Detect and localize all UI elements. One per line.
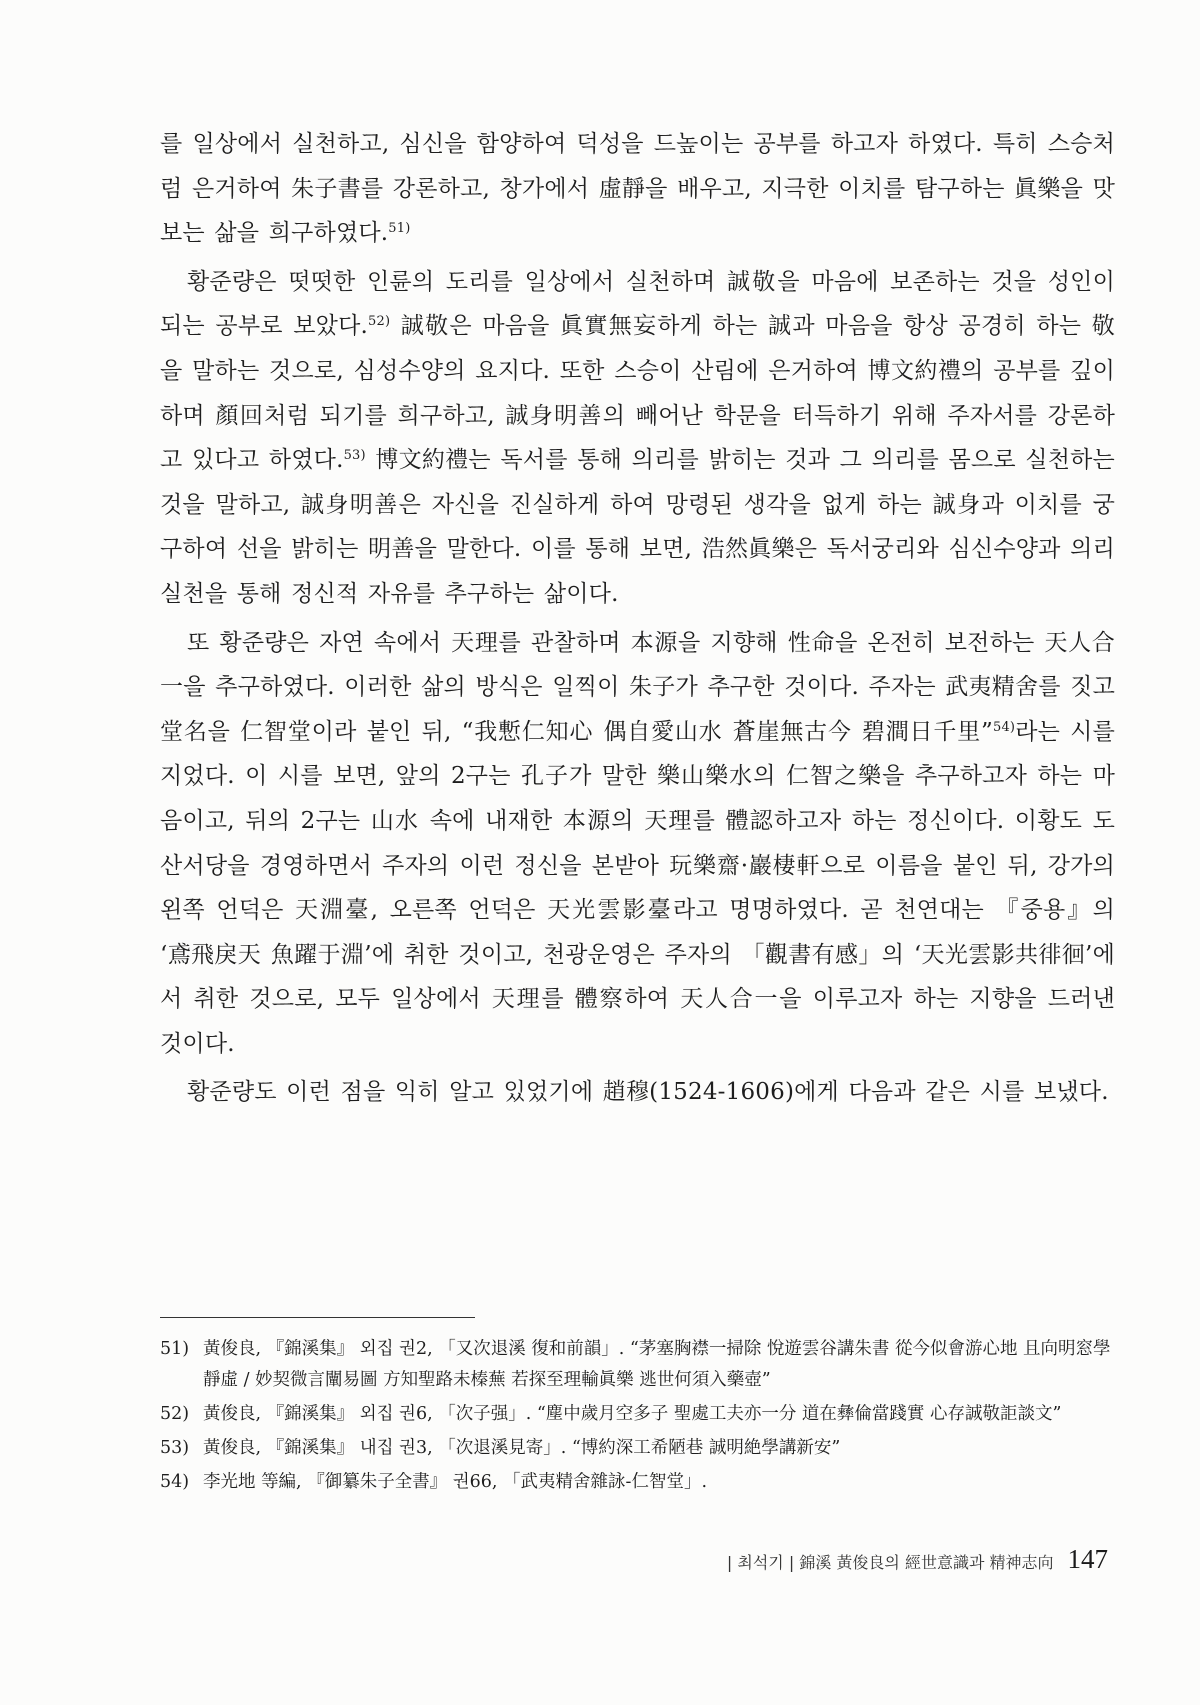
paragraph-1 — [160, 122, 1115, 256]
paragraph-3-text-b: 라는 시를 지었다. 이 시를 보면, 앞의 2구는 孔子가 말한 樂山樂水의 仁智之樂을 추구하고자 하는 마음이고, 뒤의 2구는 山水 속에 내재한 本源의 天理를 體認하고자 하는 정신이다. 이황도 도산서당을 경영하면서 주자의 이런 정신을 본받아 玩樂齋·巖棲軒으로 이름을 붙인 뒤, 강가의 왼쪽 언덕은 天淵臺, 오른쪽 언덕은 天光雲影臺라고 명명하였다. 곧 천연대는 『중용』의 ‘鳶飛戾天 魚躍于淵’에 취한 것이고, 천광운영은 주자의 「觀書有感」의 ‘天光雲影共徘徊’에서 취한 것으로, 모두 일상에서 天理를 體察하여 天人合一을 이루고자 하는 지향을 드러낸 것이다. — [160, 718, 1116, 1057]
footnote-number: 54) — [160, 1472, 190, 1492]
paragraph-2-text-a: 황준량은 떳떳한 인륜의 도리를 일상에서 실천하며 誠敬을 마음에 보존하는 것을 성인이 되는 공부로 보았다. — [160, 268, 1115, 340]
footnote-51 — [160, 1334, 1115, 1396]
footnote-number: 51) — [160, 1339, 190, 1359]
paragraph-4-text: 황준량도 이런 점을 익히 알고 있었기에 趙穆(1524-1606)에게 다음과 같은 시를 보냈다. — [187, 1079, 1109, 1106]
footnote-ref-54[interactable]: 54) — [992, 719, 1016, 735]
footnote-text: 黃俊良, 『錦溪集』 내집 권3, 「次退溪見寄」. “博約深工希陋巷 誠明絶學講新安” — [203, 1438, 841, 1458]
footnote-52 — [160, 1399, 1115, 1430]
footnote-ref-52[interactable]: 52) — [368, 314, 391, 330]
paragraph-2-text-c: 博文約禮는 독서를 통해 의리를 밝히는 것과 그 의리를 몸으로 실천하는 것을 말하고, 誠身明善은 자신을 진실하게 하여 망령된 생각을 없게 하는 誠身과 이치를 궁구하여 선을 밝히는 明善을 말한다. 이를 통해 보면, 浩然眞樂은 독서궁리와 심신수양과 의리실천을 통해 정신적 자유를 추구하는 삶이다. — [160, 447, 1115, 607]
paragraph-1-text: 를 일상에서 실천하고, 심신을 함양하여 덕성을 드높이는 공부를 하고자 하였다. 특히 스승처럼 은거하여 朱子書를 강론하고, 창가에서 虛靜을 배우고, 지극한 이치를 탐구하는 眞樂을 맛보는 삶을 희구하였다. — [160, 131, 1115, 247]
footnote-53 — [160, 1433, 1115, 1464]
footnote-ref-51[interactable]: 51) — [388, 221, 411, 237]
running-head: | 최석기 | 錦溪 黃俊良의 經世意識과 精神志向 — [726, 1553, 1054, 1572]
footnote-54 — [160, 1467, 1115, 1498]
paragraph-2 — [160, 260, 1115, 617]
paragraph-4 — [160, 1070, 1115, 1115]
footnotes — [160, 1334, 1115, 1501]
paragraph-3-text-a: 또 황준량은 자연 속에서 天理를 관찰하며 本源을 지향해 性命을 온전히 보전하는 天人合一을 추구하였다. 이러한 삶의 방식은 일찍이 朱子가 추구한 것이다. 주자는 武夷精舍를 짓고 堂名을 仁智堂이라 붙인 뒤, “我慙仁知心 偶自愛山水 蒼崖無古今 碧澗日千里” — [160, 629, 1115, 745]
footnote-number: 52) — [160, 1404, 190, 1424]
running-footer — [727, 1544, 1108, 1575]
footnote-ref-53[interactable]: 53) — [343, 448, 366, 464]
main-body-text — [160, 122, 1115, 1119]
footnote-text: 黃俊良, 『錦溪集』 외집 권2, 「又次退溪 復和前韻」. “茅塞胸襟一掃除 悅遊雲谷講朱書 從今似會游心地 且向明窓學靜虛 / 妙契微言闡易圖 方知聖路未榛蕪 若探至理輸眞樂 逃世何須入藥壺” — [203, 1339, 1111, 1390]
footnote-text: 李光地 等編, 『御纂朱子全書』 권66, 「武夷精舍雜詠-仁智堂」. — [203, 1472, 708, 1492]
footnote-divider — [160, 1317, 475, 1318]
footnote-text: 黃俊良, 『錦溪集』 외집 권6, 「次子强」. “塵中歲月空多子 聖處工夫亦一分 道在彝倫當踐實 心存誠敬詎談文” — [203, 1404, 1062, 1424]
paragraph-2-text-b: 誠敬은 마음을 眞實無妄하게 하는 誠과 마음을 항상 공경히 하는 敬을 말하는 것으로, 심성수양의 요지다. 또한 스승이 산림에 은거하여 博文約禮의 공부를 깊이 하며 顏回처럼 되기를 희구하고, 誠身明善의 빼어난 학문을 터득하기 위해 주자서를 강론하고 있다고 하였다. — [160, 313, 1115, 474]
paragraph-3 — [160, 621, 1115, 1067]
page-number: 147 — [1067, 1544, 1108, 1574]
footnote-number: 53) — [160, 1438, 190, 1458]
